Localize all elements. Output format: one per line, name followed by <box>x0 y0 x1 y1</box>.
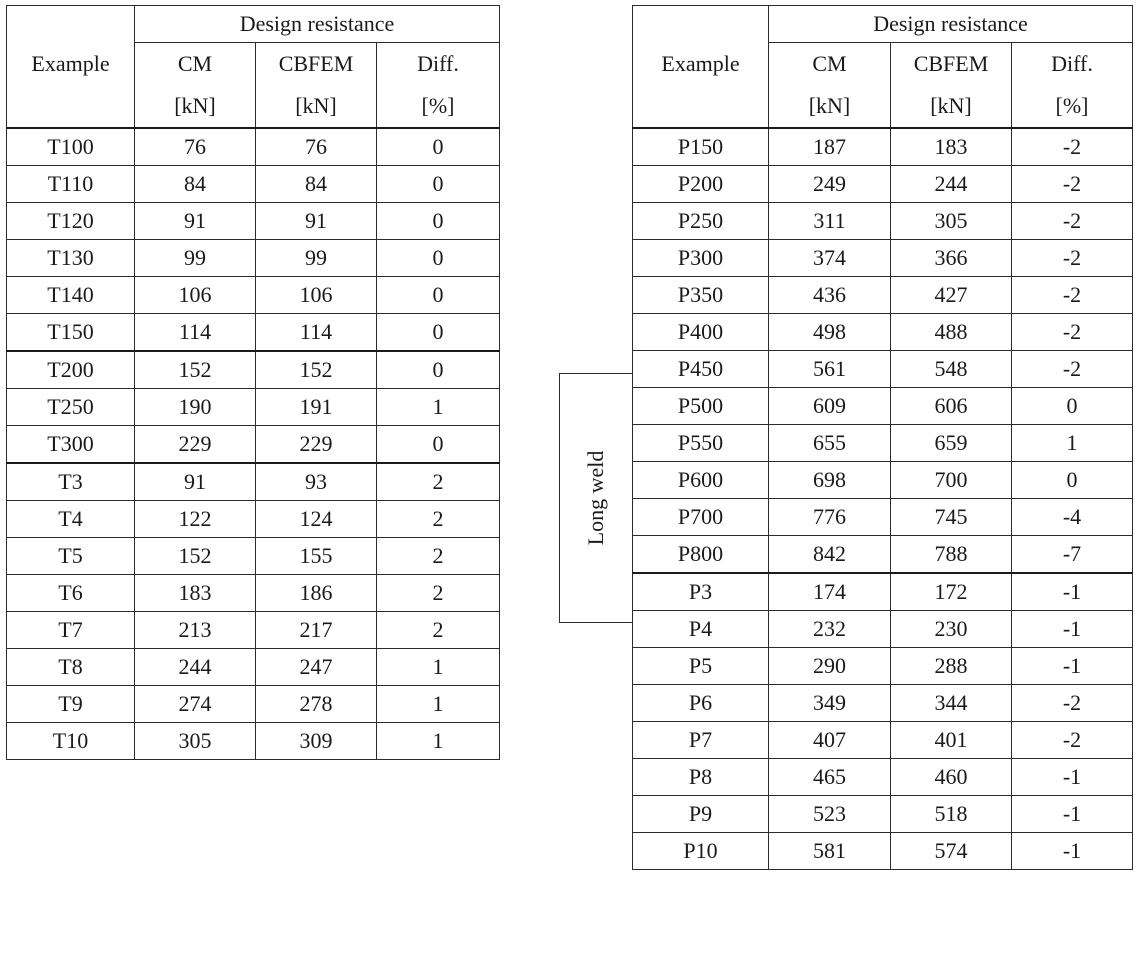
example-cell: T3 <box>7 463 135 501</box>
example-cell: T150 <box>7 314 135 352</box>
diff-value-cell: 0 <box>1012 388 1133 425</box>
example-cell: P300 <box>633 240 769 277</box>
cbfem-value-cell: 366 <box>891 240 1012 277</box>
example-header: Example <box>633 43 769 86</box>
example-cell: T120 <box>7 203 135 240</box>
table-row <box>7 128 500 166</box>
cbfem-value-cell: 427 <box>891 277 1012 314</box>
table-row <box>7 649 500 686</box>
diff-value-cell: 1 <box>1012 425 1133 462</box>
diff-value-cell: -2 <box>1012 203 1133 240</box>
design-resistance-header: Design resistance <box>135 6 500 43</box>
cbfem-unit: [kN] <box>256 85 377 128</box>
cm-value-cell: 561 <box>769 351 891 388</box>
example-cell: P150 <box>633 128 769 166</box>
diff-value-cell: 0 <box>377 351 500 389</box>
diff-value-cell: -7 <box>1012 536 1133 574</box>
example-cell: P6 <box>633 685 769 722</box>
cm-value-cell: 305 <box>135 723 256 760</box>
cm-value-cell: 152 <box>135 351 256 389</box>
example-cell: P400 <box>633 314 769 351</box>
example-cell: T130 <box>7 240 135 277</box>
cbfem-value-cell: 172 <box>891 573 1012 611</box>
cbfem-value-cell: 244 <box>891 166 1012 203</box>
table-row <box>7 389 500 426</box>
cm-value-cell: 842 <box>769 536 891 574</box>
example-cell: P350 <box>633 277 769 314</box>
example-cell: T110 <box>7 166 135 203</box>
diff-value-cell: 1 <box>377 389 500 426</box>
cm-value-cell: 498 <box>769 314 891 351</box>
cm-value-cell: 311 <box>769 203 891 240</box>
cm-value-cell: 99 <box>135 240 256 277</box>
example-header: Example <box>7 43 135 86</box>
diff-value-cell: -2 <box>1012 722 1133 759</box>
cm-value-cell: 84 <box>135 166 256 203</box>
cbfem-value-cell: 788 <box>891 536 1012 574</box>
diff-value-cell: -4 <box>1012 499 1133 536</box>
example-cell: P450 <box>633 351 769 388</box>
cbfem-value-cell: 76 <box>256 128 377 166</box>
empty-corner-cell <box>7 6 135 43</box>
cm-value-cell: 465 <box>769 759 891 796</box>
cm-value-cell: 244 <box>135 649 256 686</box>
example-cell: P500 <box>633 388 769 425</box>
right-results-table <box>632 5 1133 870</box>
cm-header: CM <box>135 43 256 86</box>
cbfem-value-cell: 91 <box>256 203 377 240</box>
diff-value-cell: -1 <box>1012 573 1133 611</box>
table-row <box>7 575 500 612</box>
example-cell: T200 <box>7 351 135 389</box>
cbfem-unit: [kN] <box>891 85 1012 128</box>
table-row <box>7 612 500 649</box>
example-cell: T4 <box>7 501 135 538</box>
cm-value-cell: 698 <box>769 462 891 499</box>
diff-header: Diff. <box>1012 43 1133 86</box>
cm-value-cell: 523 <box>769 796 891 833</box>
diff-value-cell: -1 <box>1012 611 1133 648</box>
table-row <box>7 240 500 277</box>
diff-value-cell: -2 <box>1012 128 1133 166</box>
example-cell: T7 <box>7 612 135 649</box>
cbfem-value-cell: 183 <box>891 128 1012 166</box>
cbfem-value-cell: 401 <box>891 722 1012 759</box>
example-cell: P250 <box>633 203 769 240</box>
diff-unit: [%] <box>1012 85 1133 128</box>
example-cell: P5 <box>633 648 769 685</box>
cbfem-value-cell: 278 <box>256 686 377 723</box>
example-cell: P7 <box>633 722 769 759</box>
cbfem-header: CBFEM <box>891 43 1012 86</box>
cm-value-cell: 274 <box>135 686 256 723</box>
table-row <box>633 536 1133 574</box>
diff-value-cell: -1 <box>1012 648 1133 685</box>
diff-value-cell: 1 <box>377 649 500 686</box>
cm-value-cell: 407 <box>769 722 891 759</box>
cbfem-header: CBFEM <box>256 43 377 86</box>
left-results-table <box>6 5 500 760</box>
diff-value-cell: -2 <box>1012 166 1133 203</box>
cbfem-value-cell: 745 <box>891 499 1012 536</box>
cbfem-value-cell: 288 <box>891 648 1012 685</box>
cm-value-cell: 183 <box>135 575 256 612</box>
table-row <box>633 128 1133 166</box>
diff-value-cell: -2 <box>1012 351 1133 388</box>
table-row <box>633 573 1133 611</box>
example-header-blank <box>7 85 135 128</box>
diff-value-cell: 0 <box>377 426 500 464</box>
cbfem-value-cell: 191 <box>256 389 377 426</box>
example-cell: P3 <box>633 573 769 611</box>
cbfem-value-cell: 229 <box>256 426 377 464</box>
table-row <box>7 538 500 575</box>
long-weld-label-text: Long weld <box>583 450 608 546</box>
example-cell: P10 <box>633 833 769 870</box>
table-row <box>633 388 1133 425</box>
table-row <box>633 425 1133 462</box>
example-cell: P4 <box>633 611 769 648</box>
cbfem-value-cell: 155 <box>256 538 377 575</box>
diff-value-cell: 0 <box>1012 462 1133 499</box>
table-row <box>633 499 1133 536</box>
cm-value-cell: 229 <box>135 426 256 464</box>
table-row <box>633 796 1133 833</box>
cm-value-cell: 249 <box>769 166 891 203</box>
cm-value-cell: 152 <box>135 538 256 575</box>
cm-unit: [kN] <box>769 85 891 128</box>
table-row <box>633 611 1133 648</box>
cm-value-cell: 374 <box>769 240 891 277</box>
table-row <box>633 462 1133 499</box>
table-row <box>7 351 500 389</box>
table-row <box>7 166 500 203</box>
example-cell: T9 <box>7 686 135 723</box>
cbfem-value-cell: 106 <box>256 277 377 314</box>
table-row <box>7 426 500 464</box>
example-cell: P600 <box>633 462 769 499</box>
long-weld-group-label <box>559 373 632 623</box>
cm-unit: [kN] <box>135 85 256 128</box>
diff-value-cell: 0 <box>377 240 500 277</box>
diff-value-cell: 0 <box>377 166 500 203</box>
cm-value-cell: 232 <box>769 611 891 648</box>
example-cell: P8 <box>633 759 769 796</box>
cbfem-value-cell: 99 <box>256 240 377 277</box>
diff-value-cell: 2 <box>377 501 500 538</box>
cm-value-cell: 581 <box>769 833 891 870</box>
empty-corner-cell <box>633 6 769 43</box>
table-row <box>633 240 1133 277</box>
table-row <box>633 648 1133 685</box>
cbfem-value-cell: 114 <box>256 314 377 352</box>
table-row <box>7 463 500 501</box>
table-row <box>7 686 500 723</box>
example-cell: P550 <box>633 425 769 462</box>
cm-value-cell: 655 <box>769 425 891 462</box>
table-row <box>7 723 500 760</box>
diff-value-cell: -2 <box>1012 277 1133 314</box>
cbfem-value-cell: 93 <box>256 463 377 501</box>
design-resistance-header: Design resistance <box>769 6 1133 43</box>
cbfem-value-cell: 460 <box>891 759 1012 796</box>
diff-value-cell: -2 <box>1012 314 1133 351</box>
cm-value-cell: 114 <box>135 314 256 352</box>
cbfem-value-cell: 84 <box>256 166 377 203</box>
cm-value-cell: 609 <box>769 388 891 425</box>
cm-value-cell: 174 <box>769 573 891 611</box>
diff-value-cell: -2 <box>1012 240 1133 277</box>
table-row <box>633 351 1133 388</box>
diff-value-cell: 0 <box>377 128 500 166</box>
cbfem-value-cell: 186 <box>256 575 377 612</box>
diff-value-cell: 0 <box>377 203 500 240</box>
diff-value-cell: -2 <box>1012 685 1133 722</box>
diff-value-cell: 2 <box>377 463 500 501</box>
cbfem-value-cell: 230 <box>891 611 1012 648</box>
cm-value-cell: 91 <box>135 463 256 501</box>
diff-value-cell: -1 <box>1012 759 1133 796</box>
diff-header: Diff. <box>377 43 500 86</box>
cm-value-cell: 122 <box>135 501 256 538</box>
example-cell: T100 <box>7 128 135 166</box>
cbfem-value-cell: 518 <box>891 796 1012 833</box>
table-row <box>7 203 500 240</box>
example-cell: T5 <box>7 538 135 575</box>
cm-value-cell: 187 <box>769 128 891 166</box>
table-row <box>633 166 1133 203</box>
cm-value-cell: 106 <box>135 277 256 314</box>
example-cell: T10 <box>7 723 135 760</box>
example-header-blank <box>633 85 769 128</box>
table-row <box>7 314 500 352</box>
example-cell: T8 <box>7 649 135 686</box>
cbfem-value-cell: 659 <box>891 425 1012 462</box>
table-row <box>633 277 1133 314</box>
cm-value-cell: 190 <box>135 389 256 426</box>
diff-value-cell: 2 <box>377 612 500 649</box>
diff-value-cell: 0 <box>377 314 500 352</box>
diff-value-cell: 1 <box>377 723 500 760</box>
diff-unit: [%] <box>377 85 500 128</box>
cbfem-value-cell: 488 <box>891 314 1012 351</box>
cm-value-cell: 91 <box>135 203 256 240</box>
cbfem-value-cell: 124 <box>256 501 377 538</box>
table-row <box>633 314 1133 351</box>
cbfem-value-cell: 574 <box>891 833 1012 870</box>
cbfem-value-cell: 305 <box>891 203 1012 240</box>
cbfem-value-cell: 247 <box>256 649 377 686</box>
cm-value-cell: 213 <box>135 612 256 649</box>
diff-value-cell: -1 <box>1012 833 1133 870</box>
example-cell: P200 <box>633 166 769 203</box>
example-cell: T250 <box>7 389 135 426</box>
diff-value-cell: -1 <box>1012 796 1133 833</box>
example-cell: T300 <box>7 426 135 464</box>
cbfem-value-cell: 217 <box>256 612 377 649</box>
cm-value-cell: 776 <box>769 499 891 536</box>
cbfem-value-cell: 700 <box>891 462 1012 499</box>
example-cell: P9 <box>633 796 769 833</box>
cm-value-cell: 76 <box>135 128 256 166</box>
diff-value-cell: 2 <box>377 575 500 612</box>
cm-value-cell: 290 <box>769 648 891 685</box>
table-row <box>7 277 500 314</box>
example-cell: T140 <box>7 277 135 314</box>
table-row <box>633 685 1133 722</box>
example-cell: P800 <box>633 536 769 574</box>
table-row <box>633 759 1133 796</box>
example-cell: T6 <box>7 575 135 612</box>
table-row <box>7 501 500 538</box>
cbfem-value-cell: 152 <box>256 351 377 389</box>
diff-value-cell: 1 <box>377 686 500 723</box>
table-row <box>633 722 1133 759</box>
example-cell: P700 <box>633 499 769 536</box>
cm-value-cell: 349 <box>769 685 891 722</box>
cbfem-value-cell: 344 <box>891 685 1012 722</box>
diff-value-cell: 2 <box>377 538 500 575</box>
cbfem-value-cell: 606 <box>891 388 1012 425</box>
cbfem-value-cell: 548 <box>891 351 1012 388</box>
cbfem-value-cell: 309 <box>256 723 377 760</box>
cm-value-cell: 436 <box>769 277 891 314</box>
cm-header: CM <box>769 43 891 86</box>
diff-value-cell: 0 <box>377 277 500 314</box>
table-row <box>633 203 1133 240</box>
table-row <box>633 833 1133 870</box>
